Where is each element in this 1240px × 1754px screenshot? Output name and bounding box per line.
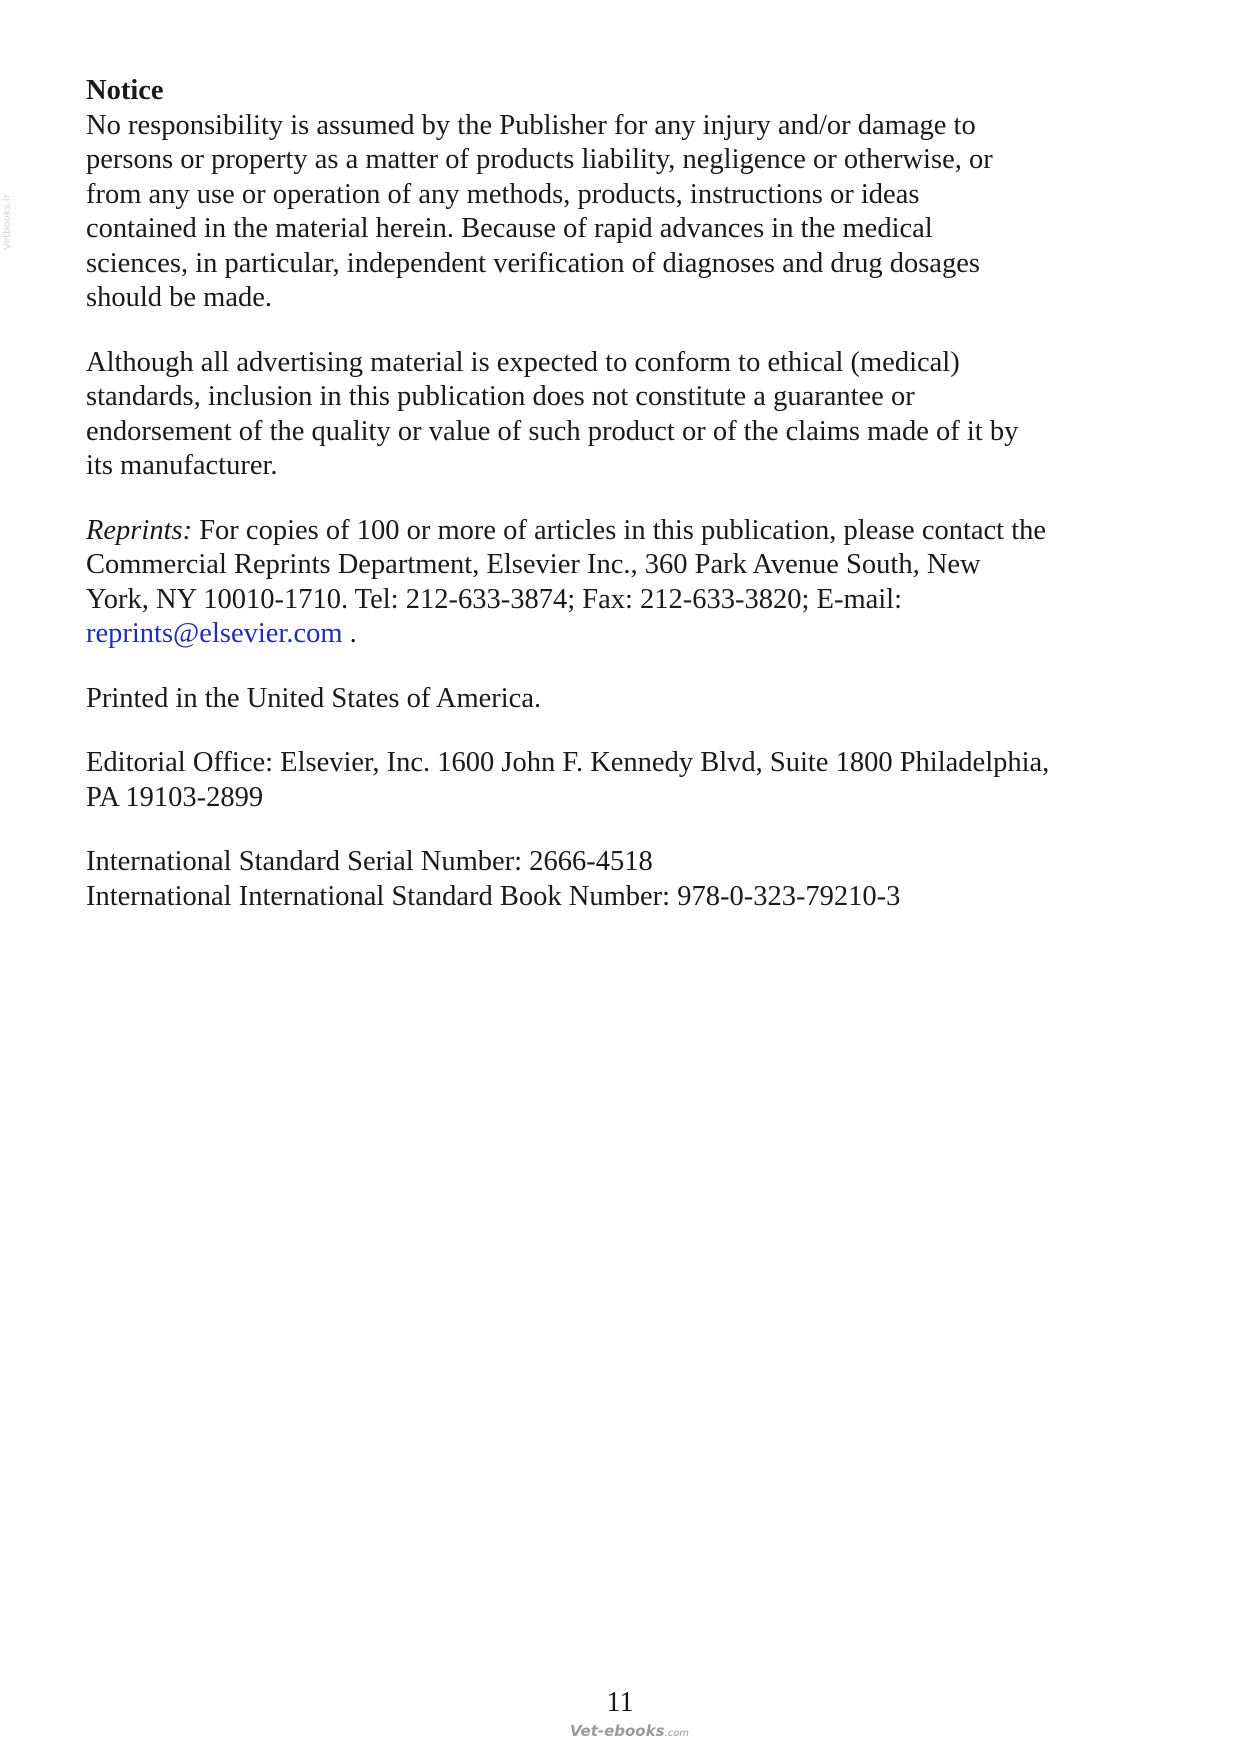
side-watermark: Vetbooks.ir bbox=[2, 194, 13, 250]
advertising-section bbox=[86, 346, 1166, 484]
identifiers-section bbox=[86, 845, 1166, 914]
notice-line: contained in the material herein. Because of rapid advances in the medical bbox=[86, 213, 933, 244]
notice-line: from any use or operation of any methods, products, instructions or ideas bbox=[86, 178, 920, 210]
printed-section bbox=[86, 682, 1166, 717]
advertising-line: endorsement of the quality or value of such product or of the claims made of it by bbox=[86, 415, 1019, 447]
reprints-section bbox=[86, 514, 1166, 652]
notice-line: should be made. bbox=[86, 282, 273, 313]
printed-text: Printed in the United States of America. bbox=[86, 682, 542, 714]
reprints-line: Commercial Reprints Department, Elsevier Inc., 360 Park Avenue South, New bbox=[86, 549, 981, 580]
footer-logo-main: Vet-ebooks bbox=[570, 1722, 665, 1740]
editorial-section bbox=[86, 746, 1166, 815]
reprints-email-link[interactable]: reprints@elsevier.com bbox=[86, 618, 343, 649]
notice-heading: Notice bbox=[86, 75, 164, 106]
document-page bbox=[86, 74, 1166, 944]
reprints-text: For copies of 100 or more of articles in this publication, please contact the bbox=[192, 514, 1047, 546]
footer-logo bbox=[570, 1722, 700, 1744]
editorial-line: Editorial Office: Elsevier, Inc. 1600 John F. Kennedy Blvd, Suite 1800 Philadelphia, bbox=[86, 747, 1050, 778]
advertising-line: Although all advertising material is expected to conform to ethical (medical) bbox=[86, 346, 960, 378]
reprints-line bbox=[86, 514, 1166, 549]
isbn-text: International International Standard Book Number: 978-0-323-79210-3 bbox=[86, 880, 901, 912]
issn-text: International Standard Serial Number: 2666-4518 bbox=[86, 846, 653, 877]
reprints-email-suffix: . bbox=[342, 618, 357, 649]
notice-line: persons or property as a matter of products liability, negligence or otherwise, or bbox=[86, 144, 993, 175]
advertising-line: standards, inclusion in this publication does not constitute a guarantee or bbox=[86, 381, 915, 412]
reprints-line bbox=[86, 617, 1166, 652]
notice-section bbox=[86, 74, 1166, 316]
reprints-line: York, NY 10010-1710. Tel: 212-633-3874; Fax: 212-633-3820; E-mail: bbox=[86, 583, 903, 615]
footer-logo-suffix: .com bbox=[664, 1728, 690, 1739]
editorial-line: PA 19103-2899 bbox=[86, 781, 264, 813]
reprints-label: Reprints: bbox=[86, 514, 193, 546]
advertising-line: its manufacturer. bbox=[86, 450, 278, 481]
notice-line: No responsibility is assumed by the Publisher for any injury and/or damage to bbox=[86, 109, 976, 141]
notice-line: sciences, in particular, independent verification of diagnoses and drug dosages bbox=[86, 247, 980, 279]
page-number: 11 bbox=[606, 1687, 634, 1718]
